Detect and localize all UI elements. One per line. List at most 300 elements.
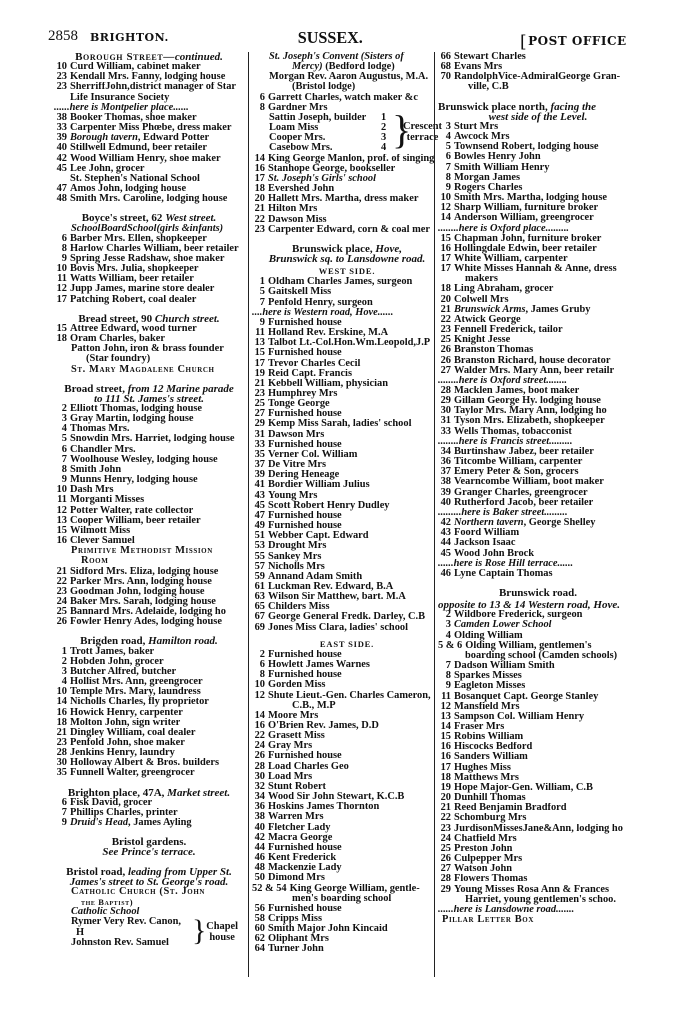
house-number: 10 [56, 264, 67, 275]
entry-text: Hoskins James Thornton [268, 802, 380, 813]
entry-text: makers [465, 274, 498, 285]
entry-text: Chapman John, furniture broker [454, 233, 602, 244]
street-heading [54, 52, 244, 62]
directory-entry [438, 661, 638, 671]
entry-text: Webber Capt. Edward [268, 531, 369, 542]
directory-entry [438, 752, 638, 762]
directory-entry [438, 52, 638, 62]
house-number: 14 [254, 710, 265, 721]
cross-street-marker: ......here is Lansdowne road....... [438, 904, 575, 915]
house-number: 37 [254, 460, 265, 471]
entry-text: Penfold Henry, surgeon [268, 297, 373, 308]
entry-text: Wood Sir John Stewart, K.C.B [268, 792, 405, 803]
entry-text: Gray Martin, lodging house [70, 414, 194, 425]
entry-text: St. Stephen's National School [70, 173, 200, 184]
directory-entry [54, 597, 244, 607]
directory-entry [438, 234, 638, 244]
house-number: 17 [254, 173, 265, 184]
house-number: 16 [440, 752, 451, 763]
entry-text: Rutherford Jacob, beer retailer [454, 497, 594, 508]
house-number: 8 [61, 243, 67, 254]
house-number: 48 [56, 194, 67, 205]
entry-text: Macra George [268, 832, 333, 843]
directory-entry [54, 254, 244, 264]
directory-entry [54, 748, 244, 758]
entry-text: Young Misses Rosa Ann & Frances [454, 884, 610, 895]
house-number: 39 [440, 487, 451, 498]
directory-entry [438, 742, 638, 752]
entry-text: Mackenzie Lady [268, 863, 342, 874]
house-number: 24 [254, 741, 265, 752]
entry-text: Harlow Charles William, beer retailer [70, 243, 239, 254]
house-number: 28 [56, 748, 67, 759]
publisher-label: POST OFFICE [528, 34, 627, 48]
directory-entry [54, 244, 244, 254]
cross-street-marker: .........here is Baker street......... [438, 507, 568, 518]
entry-text: Potter Walter, rate collector [70, 505, 194, 516]
directory-entry [252, 174, 442, 184]
house-number: 9 [61, 253, 67, 264]
house-number: 45 [56, 163, 67, 174]
entry-text: Stewart Charles [454, 52, 526, 62]
house-number: 44 [254, 842, 265, 853]
house-number: 14 [440, 722, 451, 732]
house-number: 27 [254, 409, 265, 420]
directory-entry [54, 154, 244, 164]
entry-text: Furnished house [268, 670, 342, 681]
mission-entry: Primitive Methodist Mission [71, 546, 213, 557]
directory-entry [252, 369, 442, 379]
house-number: 39 [56, 133, 67, 144]
house-number: 70 [440, 72, 451, 83]
house-number: 7 [445, 661, 451, 672]
directory-entry [438, 538, 638, 548]
directory-entry [252, 924, 442, 934]
house-number: 3 [61, 414, 67, 425]
house-number: 31 [254, 429, 265, 440]
directory-entry [252, 194, 442, 204]
house-number: 21 [254, 378, 265, 389]
house-number: 38 [440, 477, 451, 488]
entry-text: Gaitskell Miss [268, 287, 332, 298]
house-number: 14 [56, 697, 67, 708]
entry-text: Kendall Mrs. Fanny, lodging house [70, 72, 226, 83]
house-number: 17 [56, 294, 67, 305]
entry-text: Moore Mrs [268, 710, 319, 721]
directory-entry [54, 697, 244, 707]
directory-entry [438, 722, 638, 732]
directory-entry [54, 687, 244, 697]
directory-entry: Rymer Very Rev. Canon, [71, 917, 181, 928]
directory-entry [438, 783, 638, 793]
directory-entry [438, 803, 638, 813]
house-number: 27 [440, 365, 451, 376]
directory-entry [438, 477, 638, 487]
street-name: Boyce's street, 62 [81, 212, 163, 225]
entry-text: Macklen James, boot maker [454, 386, 580, 396]
directory-entry [438, 356, 638, 366]
directory-entry [54, 455, 244, 465]
entry-text: Townsend Robert, lodging house [454, 142, 599, 153]
directory-entry [252, 164, 442, 174]
entry-text: Wildbore Frederick, surgeon [454, 610, 583, 621]
entry-text: Harriet, young gentlemen's schoo. [465, 894, 616, 905]
directory-entry [438, 885, 638, 895]
entry-text: Morganti Misses [70, 495, 145, 506]
entry-text: Sampson Col. William Henry [454, 711, 585, 722]
directory-entry [252, 741, 442, 751]
page-header [0, 28, 675, 50]
house-number: 9 [61, 818, 67, 829]
house-number: 6 [445, 152, 451, 163]
entry-text: Brunswick Arms [454, 304, 526, 315]
house-number: 26 [440, 355, 451, 366]
directory-entry [438, 895, 638, 905]
entry-text: Casebow Mrs. [269, 143, 333, 154]
directory-entry [438, 213, 638, 223]
entry-text: RandolphVice-AdmiralGeorge Gran- [454, 72, 621, 83]
house-number: 23 [56, 82, 67, 93]
house-number: 15 [56, 323, 67, 334]
entry-text: Olding William [454, 630, 523, 641]
entry-text: Branston Richard, house decorator [454, 355, 611, 366]
entry-text: Preston John [454, 843, 513, 854]
entry-text: Camden Lower School [454, 620, 552, 631]
entry-text: King George William, gentle- [289, 883, 420, 894]
entry-text: De Vitre Mrs [268, 460, 327, 471]
directory-entry [438, 62, 638, 72]
house-number: 22 [254, 214, 265, 225]
school-entry: SchoolBoardSchool(girls &infants) [71, 223, 224, 234]
entry-text: Booker Thomas, shoe maker [70, 112, 197, 123]
directory-entry [438, 834, 638, 844]
directory-entry [252, 592, 442, 602]
house-number: 30 [56, 758, 67, 769]
directory-entry [252, 711, 442, 721]
house-number: 15 [56, 525, 67, 536]
directory-entry [252, 782, 442, 792]
street-name: Bristol road, [66, 865, 126, 878]
entry-text: Garrett Charles, watch maker &c [268, 92, 418, 103]
house-number: 23 [440, 823, 451, 834]
directory-entry [252, 772, 442, 782]
entry-text: Flowers Thomas [454, 874, 528, 885]
entry-text: Foord William [454, 528, 520, 539]
house-number: 10 [56, 687, 67, 698]
directory-entry [438, 335, 638, 345]
house-number: 53 [254, 541, 265, 552]
house-number: 28 [254, 761, 265, 772]
directory-entry [54, 536, 244, 546]
entry-text: White Misses Hannah & Anne, dress [454, 264, 617, 275]
directory-entry [252, 572, 442, 582]
house-number: 15 [440, 233, 451, 244]
entry-text: Furnished house [268, 751, 342, 762]
entry-text: Hobden John, grocer [70, 656, 164, 667]
directory-entry [438, 793, 638, 803]
street-name: Bread street, 90 [78, 312, 153, 325]
directory-entry [252, 318, 442, 328]
entry-text: Dash Mrs [70, 485, 114, 496]
directory-entry [252, 582, 442, 592]
entry-text: Emery Peter & Son, grocers [454, 467, 579, 478]
directory-entry [252, 480, 442, 490]
entry-text: Patching Robert, coal dealer [70, 294, 197, 305]
directory-entry [252, 287, 442, 297]
directory-entry [438, 82, 638, 92]
entry-text: Jenkins Henry, laundry [70, 748, 175, 759]
entry-text: Butcher Alfred, butcher [70, 666, 177, 677]
house-number: 18 [56, 334, 67, 345]
house-number: 22 [440, 813, 451, 824]
street-location: Hamilton road. [148, 635, 218, 648]
entry-text: Furnished house [268, 317, 342, 328]
directory-entry [252, 143, 442, 153]
directory-entry [252, 348, 442, 358]
house-number: 30 [254, 771, 265, 782]
house-number: 20 [440, 294, 451, 305]
house-number: 36 [440, 457, 451, 468]
entry-text: Mansfield Mrs [454, 701, 520, 712]
directory-entry [54, 718, 244, 728]
directory-entry [438, 284, 638, 294]
house-number: 39 [254, 470, 265, 481]
street-name: Borough Street— [75, 51, 175, 63]
house-number: 29 [440, 396, 451, 407]
directory-entry [438, 183, 638, 193]
directory-entry [54, 445, 244, 455]
directory-entry [54, 728, 244, 738]
column-1 [54, 52, 244, 948]
house-number: 26 [440, 854, 451, 865]
entry-text: Stillwell Edmund, beer retailer [70, 143, 207, 154]
house-number: 4 [445, 132, 451, 143]
street-name: Bristol gardens. [111, 836, 187, 849]
entry-text: Bovis Mrs. Julia, shopkeeper [70, 264, 199, 275]
house-number: 56 [254, 903, 265, 914]
entry-text: Carpenter Edward, corn & coal mer [268, 224, 430, 235]
entry-text: Borough tavern [70, 133, 138, 144]
house-number: 62 [254, 934, 265, 945]
entry-text: Bosanquet Capt. George Stanley [454, 691, 599, 702]
entry-text: Evershed John [268, 184, 335, 195]
house-number: 37 [440, 467, 451, 478]
directory-entry [54, 295, 244, 305]
side-label: WEST SIDE. [318, 266, 376, 277]
entry-text: Matthews Mrs [454, 772, 519, 783]
house-number: 38 [56, 112, 67, 123]
directory-entry [252, 701, 442, 711]
crescent-label: Crescent [402, 120, 442, 132]
directory-entry: H [76, 927, 85, 938]
house-number: 17 [254, 358, 265, 369]
directory-entry [54, 324, 244, 334]
entry-text: Clever Samuel [70, 536, 135, 547]
house-number: 19 [254, 368, 265, 379]
entry-text: Lyne Captain Thomas [454, 568, 553, 579]
directory-entry [252, 511, 442, 521]
entry-text: Sanders William [454, 752, 528, 763]
directory-entry [54, 506, 244, 516]
directory-entry [54, 123, 244, 133]
entry-text: Fraser Mrs [454, 722, 505, 732]
school-entry: Catholic School [71, 907, 140, 918]
house-number: 18 [440, 284, 451, 295]
directory-entry [438, 813, 638, 823]
house-number: 2 [61, 656, 67, 667]
directory-entry [438, 681, 638, 691]
directory-entry [54, 62, 244, 72]
entry-text: Eagleton Misses [454, 681, 526, 692]
directory-entry [438, 72, 638, 82]
directory-entry [438, 488, 638, 498]
directory-entry [54, 133, 244, 143]
house-number: 10 [56, 62, 67, 73]
directory-entry [252, 721, 442, 731]
directory-entry [252, 154, 442, 164]
entry-text: Cripps Miss [268, 913, 322, 924]
house-number: 33 [254, 439, 265, 450]
house-number: 11 [441, 691, 451, 702]
directory-entry [54, 567, 244, 577]
entry-text: Dadson William Smith [454, 661, 555, 672]
directory-entry [252, 460, 442, 470]
entry-text: Vearncombe William, boot maker [454, 477, 604, 488]
entry-text: Watts William, beer retailer [70, 274, 194, 285]
entry-text: Sankey Mrs [268, 551, 322, 562]
entry-text: Druid's Head [70, 818, 129, 829]
house-number: 63 [254, 592, 265, 603]
entry-text: Load Mrs [268, 771, 313, 782]
cross-street-marker: ........here is Francis street......... [438, 436, 573, 447]
directory-entry [252, 409, 442, 419]
house-number: 44 [440, 538, 451, 549]
house-number: 8 [445, 671, 451, 682]
directory-entry [438, 427, 638, 437]
entry-text: Olding William, gentlemen's [465, 640, 592, 651]
directory-entry [438, 274, 638, 284]
entry-text: Howlett James Warnes [268, 660, 370, 671]
entry-text: O'Brien Rev. James, D.D [268, 721, 379, 731]
entry-text: Bowles Henry John [454, 152, 541, 163]
house-number: 8 [61, 464, 67, 475]
entry-text: Drought Mrs [268, 541, 327, 552]
directory-entry [54, 526, 244, 536]
house-number: 36 [254, 802, 265, 813]
directory-entry [54, 475, 244, 485]
house-number: 10 [440, 193, 451, 204]
entry-text: Fennell Frederick, tailor [454, 325, 563, 336]
street-heading [54, 636, 244, 646]
house-number: 12 [56, 505, 67, 516]
street-heading [54, 788, 244, 798]
house-number: 16 [56, 707, 67, 718]
directory-entry [54, 72, 244, 82]
entry-text: Furnished house [268, 903, 342, 914]
entry-text: Young Mrs [268, 490, 318, 501]
house-number: 46 [254, 853, 265, 864]
bracket-glyph: [ [520, 32, 528, 52]
directory-entry: Morgan Rev. Aaron Augustus, M.A. [269, 72, 429, 83]
entry-text: Sturt Mrs [454, 121, 499, 132]
directory-entry [54, 284, 244, 294]
house-number: 57 [254, 561, 265, 572]
directory-entry [54, 495, 244, 505]
entry-text-rest: , James Gruby [525, 304, 591, 315]
directory-entry [54, 667, 244, 677]
entry-text: Grasett Miss [268, 731, 325, 742]
entry-text: Parker Mrs. Ann, lodging house [70, 576, 212, 587]
house-number: 7 [445, 162, 451, 173]
house-number: 20 [254, 194, 265, 205]
column-2 [248, 52, 442, 977]
directory-entry [252, 802, 442, 812]
house-number: 68 [440, 62, 451, 73]
house-number: 26 [254, 751, 265, 762]
directory-entry [252, 623, 442, 633]
entry-text: Trott James, baker [70, 646, 155, 657]
entry-text: Taylor Mrs. Mary Ann, lodging ho [454, 406, 607, 417]
house-number: 7 [61, 807, 67, 818]
directory-entry [54, 587, 244, 597]
directory-entry [438, 528, 638, 538]
entry-text: Atwick George [454, 314, 521, 325]
entry-text: ville, C.B [468, 82, 509, 93]
house-label: house [209, 932, 235, 944]
entry-text: Oliphant Mrs [268, 934, 329, 945]
church-entry: St. Mary Magdalene Church [71, 364, 215, 375]
entry-text: Burtinshaw Jabez, beer retailer [454, 446, 594, 457]
directory-entry [54, 194, 244, 204]
entry-text: Carpenter Miss Phœbe, dress maker [70, 123, 232, 134]
directory-entry [252, 843, 442, 853]
entry-text: Goodman John, lodging house [70, 586, 205, 597]
directory-entry [438, 631, 638, 641]
directory-entry: Patton John, iron & brass founder [71, 344, 224, 355]
house-number: 23 [56, 72, 67, 83]
directory-entry [252, 863, 442, 873]
directory-entry [54, 516, 244, 526]
entry-text: Anderson William, greengrocer [454, 213, 594, 224]
directory-entry [54, 577, 244, 587]
entry-text: Furnished house [268, 649, 342, 660]
directory-entry [54, 768, 244, 778]
entry-text: Phillips Charles, printer [70, 807, 178, 818]
directory-entry [54, 434, 244, 444]
running-head-county: SUSSEX. [297, 28, 363, 47]
entry-text: Sattin Joseph, builder [269, 112, 367, 123]
street-heading [438, 588, 638, 598]
entry-text: Penfold John, shoe maker [70, 738, 185, 748]
directory-entry [252, 904, 442, 914]
directory-entry [252, 670, 442, 680]
house-number: 23 [254, 224, 265, 235]
directory-entry [438, 874, 638, 884]
directory-entry [54, 143, 244, 153]
street-heading-cont: Brunswick sq. to Lansdowne road. [268, 252, 426, 265]
entry-text: Smith William Henry [454, 162, 550, 173]
entry-text: Barber Mrs. Ellen, shopkeeper [70, 233, 207, 244]
entry-text: George General Fredk. Darley, C.B [268, 612, 426, 623]
running-head-town: BRIGHTON. [90, 31, 169, 44]
house-number: 28 [440, 386, 451, 396]
directory-entry [54, 164, 244, 174]
house-number: 28 [440, 874, 451, 885]
convent-entry-cont [252, 62, 442, 72]
directory-entry [54, 677, 244, 687]
directory-entry [252, 552, 442, 562]
directory-entry [438, 671, 638, 681]
